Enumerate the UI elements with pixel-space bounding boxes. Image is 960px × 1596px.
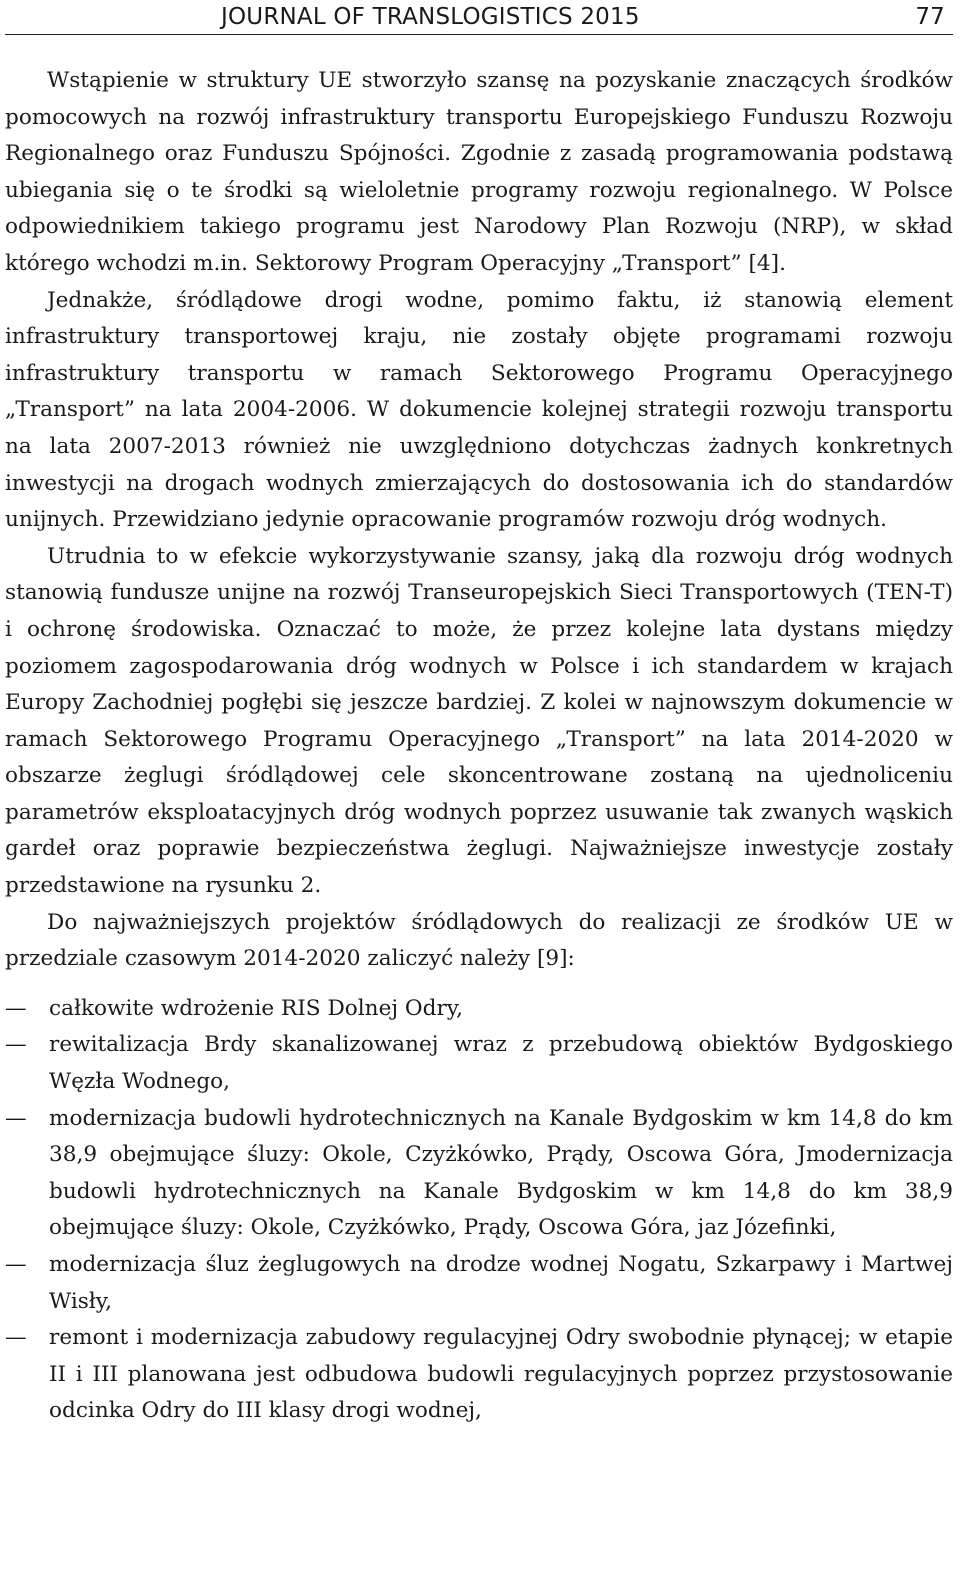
paragraph: Wstąpienie w struktury UE stworzyło szansę na pozyskanie znaczących środków pomocowych na rozwój infrastruktury transportu Europejskiego Funduszu Rozwoju Regionalnego oraz Funduszu Spójności. Zgodnie z zasadą programowania podstawą ubiegania się o te środki są wieloletnie programy rozwoju regionalnego. W Polsce odpowiednikiem takiego programu jest Narodowy Plan Rozwoju (NRP), w skład którego wchodzi m.in. Sektorowy Program Operacyjny „Transport” [4]. bbox=[5, 68, 953, 276]
paragraph: Do najważniejszych projektów śródlądowych do realizacji ze środków UE w przedziale czasowym 2014-2020 zaliczyć należy [9]: bbox=[5, 909, 953, 972]
paragraph: Utrudnia to w efekcie wykorzystywanie szansy, jaką dla rozwoju dróg wodnych stanowią fundusze unijne na rozwój Transeuropejskich Sieci Transportowych (TEN-T) i ochronę środowiska. Oznaczać to może, że przez kolejne lata dystans między poziomem zagospodarowania dróg wodnych w Polsce i ich standardem w krajach Europy Zachodniej pogłębi się jeszcze bardziej. Z kolei w najnowszym dokumencie w ramach Sektorowego Programu Operacyjnego „Transport” na lata 2014-2020 w obszarze żeglugi śródlądowej cele skoncentrowane zostaną na ujednoliceniu parametrów eksploatacyjnych dróg wodnych poprzez usuwanie tak zwanych wąskich gardeł oraz poprawie bezpieczeństwa żeglugi. Najważniejsze inwestycje zostały przedstawione na rysunku 2. bbox=[5, 543, 953, 899]
dash-bullet: — bbox=[5, 1252, 27, 1277]
article-body bbox=[5, 63, 953, 1430]
list-item-text: modernizacja śluz żeglugowych na drodze wodnej Nogatu, Szkarpawy i Martwej Wisły, bbox=[49, 1252, 953, 1314]
list-item bbox=[5, 1247, 953, 1320]
list-item bbox=[5, 991, 953, 1028]
list-item-text: całkowite wdrożenie RIS Dolnej Odry, bbox=[49, 995, 463, 1021]
dash-bullet: — bbox=[5, 1325, 27, 1351]
list-item-text: modernizacja budowli hydrotechnicznych na Kanale Bydgoskim w km 14,8 do km 38,9 obejmujące śluzy: Okole, Czyżkówko, Prądy, Oscowa Góra, Jmodernizacja budowli hydrotechnicznych na Kanale Bydgoskim w km 14,8 do km 38,9 obejmujące śluzy: Okole, Czyżkówko, Prądy, Oscowa Góra, jaz Józefinki, bbox=[49, 1105, 953, 1241]
dash-bullet: — bbox=[5, 1032, 27, 1058]
paragraph: Jednakże, śródlądowe drogi wodne, pomimo faktu, iż stanowią element infrastruktury transportowej kraju, nie zostały objęte programami rozwoju infrastruktury transportu w ramach Sektorowego Programu Operacyjnego „Transport” na lata 2004-2006. W dokumencie kolejnej strategii rozwoju transportu na lata 2007-2013 również nie uwzględniono dotychczas żadnych konkretnych inwestycji na drogach wodnych zmierzających do dostosowania ich do standardów unijnych. Przewidziano jedynie opracowanie programów rozwoju dróg wodnych. bbox=[5, 287, 953, 533]
running-header bbox=[5, 0, 953, 35]
journal-title: JOURNAL OF TRANSLOGISTICS 2015 bbox=[221, 4, 640, 30]
dash-bullet: — bbox=[5, 1105, 27, 1131]
page-number: 77 bbox=[915, 4, 945, 30]
dash-bullet: — bbox=[5, 995, 27, 1021]
list-item bbox=[5, 1101, 953, 1247]
list-item bbox=[5, 1320, 953, 1430]
list-item-text: rewitalizacja Brdy skanalizowanej wraz z przebudową obiektów Bydgoskiego Węzła Wodnego, bbox=[49, 1032, 953, 1095]
project-list bbox=[5, 991, 953, 1430]
document-page bbox=[5, 0, 953, 1430]
list-item-text: remont i modernizacja zabudowy regulacyjnej Odry swobodnie płynącej; w etapie II i III planowana jest odbudowa budowli regulacyjnych poprzez przystosowanie odcinka Odry do III klasy drogi wodnej, bbox=[49, 1325, 953, 1424]
list-item bbox=[5, 1027, 953, 1100]
